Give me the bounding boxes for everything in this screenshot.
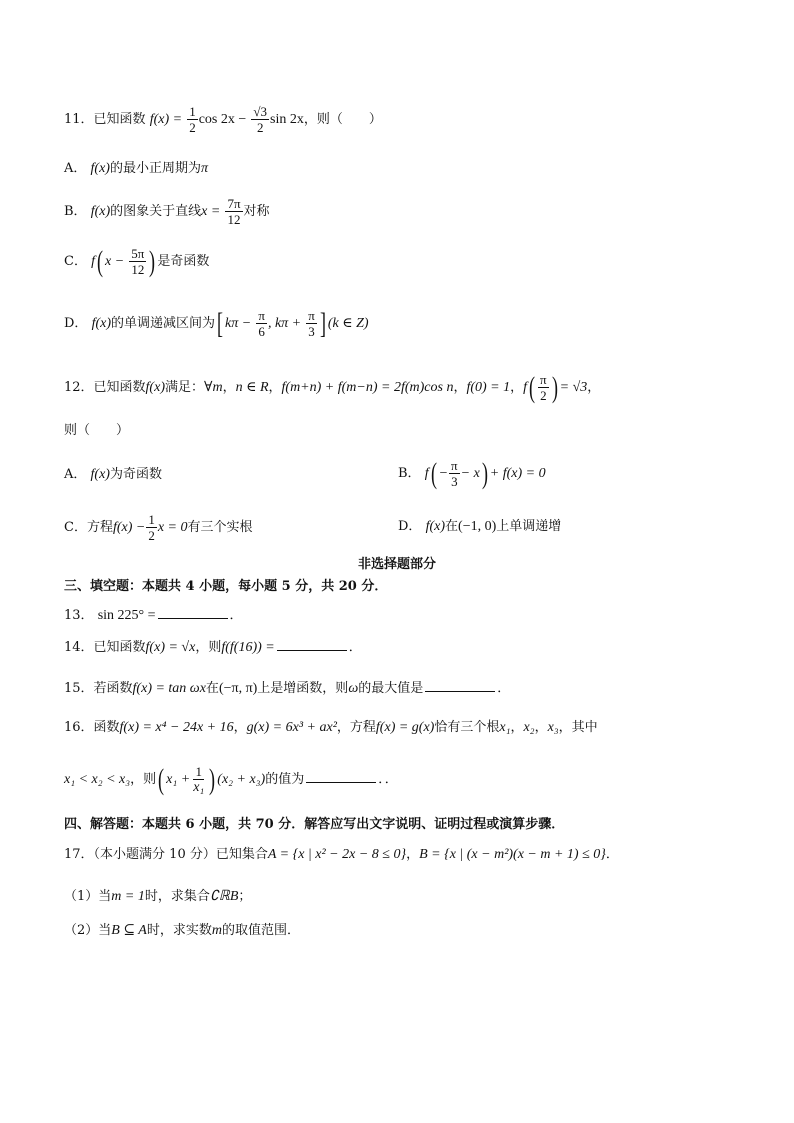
section3-heading: 三、填空题：本题共 4 小题，每小题 5 分，共 20 分． (64, 579, 388, 594)
q12-option-d: D． f(x)在(−1, 0)上单调递增 (398, 519, 562, 534)
section-non-choice-heading: 非选择题部分 (357, 557, 436, 572)
q12-frac-pi2: $\frac{\pi}{2}$ (540, 372, 547, 403)
section4-heading: 四、解答题：本题共 6 小题，共 70 分．解答应写出文字说明、证明过程或演算步骤． (64, 817, 565, 832)
q12-stem: 12．已知函数f(x)满足：∀m，n ∈ R，f(m+n) + f(m−n) = 2f(m)cos n，f(0) = 1，f( $\frac{\pi}{2}$ ) = √3， (64, 370, 601, 404)
q15-answer-blank[interactable] (425, 677, 495, 692)
q11-d-frac2: $\frac{\pi}{3}$ (308, 308, 315, 339)
q11-option-c: C． f( x − $\frac{5\pi}{12}$ ) 是奇函数 (64, 244, 210, 278)
q11-option-d: D． f(x)的单调递减区间为[ kπ − $\frac{\pi}{6}$ , kπ + $\frac{\pi}{3}$ ] (k ∈ Z) (64, 306, 369, 340)
q16-frac: $\frac{1}{\text{x₁}}$ (193, 764, 205, 795)
q11-frac-root3: $\frac{√3}{2}$ (253, 104, 268, 135)
q11-d-frac1: $\frac{\pi}{6}$ (258, 308, 265, 339)
q16-answer-blank[interactable] (306, 768, 376, 783)
q11-option-a: A． f(x)的最小正周期为π (64, 161, 208, 176)
q13: 13． sin 225° = ． (64, 604, 243, 625)
q12-option-b: B． f( − $\frac{\pi}{3}$ − x) + f(x) = 0 (398, 456, 546, 490)
q11-option-b: B． f(x)的图象关于直线x = $\frac{7\pi}{12}$ 对称 (64, 196, 270, 227)
q13-answer-blank[interactable] (158, 604, 228, 619)
q11-frac-half: $\frac{1}{2}$ (189, 104, 196, 135)
q17-stem: 17．（本小题满分 10 分）已知集合A = {x | x² − 2x − 8 ≤ 0}，B = {x | (x − m²)(x − m + 1) ≤ 0}． (64, 847, 619, 862)
q16-line2: x₁ < x₂ < x₃，则( x₁ + $\frac{1}{\text{x₁}}$ ) (x₂ + x₃)的值为 ．． (64, 762, 398, 796)
q15: 15．若函数f(x) = tan ωx在(−π, π)上是增函数，则ω的最大值是 ． (64, 677, 510, 698)
q12-b-frac: $\frac{\pi}{3}$ (451, 458, 458, 489)
q16-line1: 16．函数f(x) = x⁴ − 24x + 16，g(x) = 6x³ + ax²，方程f(x) = g(x)恰有三个根x₁，x₂，x₃，其中 (64, 720, 598, 735)
q14-answer-blank[interactable] (277, 636, 347, 651)
q17-part2: （2）当B ⊆ A时，求实数m的取值范围． (64, 923, 301, 938)
q11-c-frac: $\frac{5\pi}{12}$ (131, 246, 145, 277)
q14: 14．已知函数f(x) = √x，则f(f(16)) = ． (64, 636, 362, 657)
q11-stem: 11．已知函数 f(x) = $\frac{1}{2}$ cos 2x − $\frac{√3}{2}$ sin 2x，则（ ） (64, 104, 382, 135)
q17-part1: （1）当m = 1时，求集合∁ℝB； (64, 889, 252, 904)
q12-then: 则（ ） (64, 423, 130, 438)
q12-option-a: A． f(x)为奇函数 (64, 467, 162, 482)
q12-c-frac: $\frac{1}{2}$ (148, 512, 155, 543)
q12-option-c: C．方程f(x) − $\frac{1}{2}$ x = 0有三个实根 (64, 512, 253, 543)
q11-b-frac: $\frac{7\pi}{12}$ (227, 196, 241, 227)
